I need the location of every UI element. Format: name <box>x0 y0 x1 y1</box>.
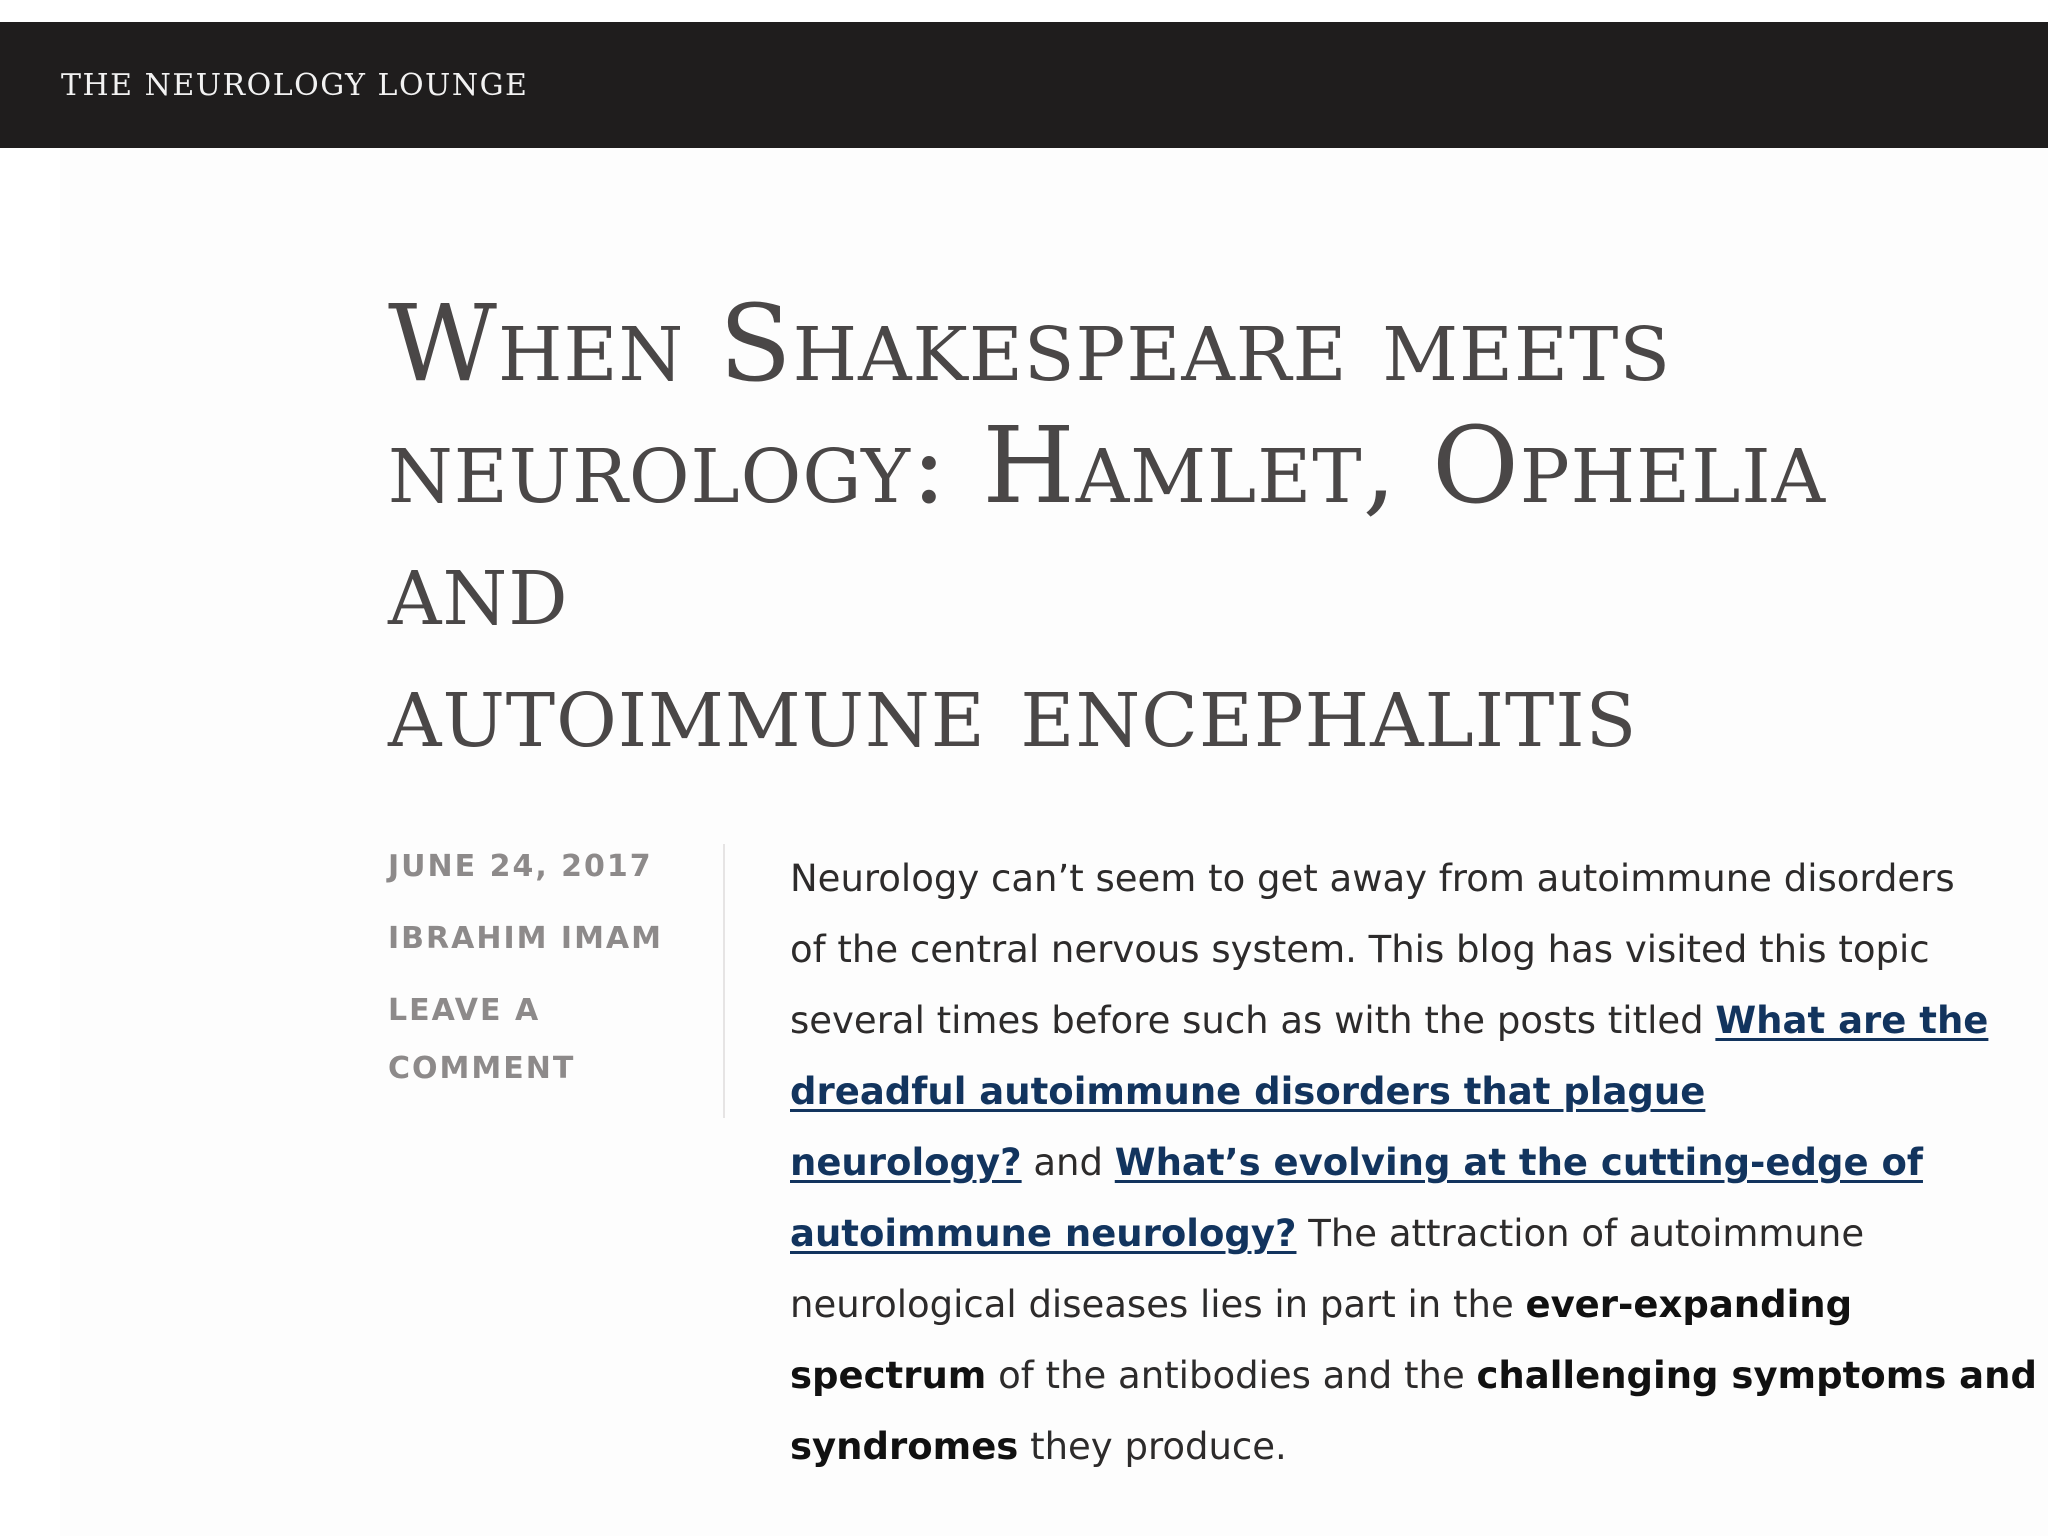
post-body <box>790 843 2037 1482</box>
body-text: of the central nervous system. This blog has visited this topic <box>790 928 1930 971</box>
post-link-autoimmune-disorders[interactable]: neurology? <box>790 1141 1022 1184</box>
post-author-link[interactable]: IBRAHIM IMAM <box>388 921 664 956</box>
top-strip <box>0 0 2048 22</box>
post-title-line: neurology: Hamlet, Ophelia <box>388 404 1827 527</box>
post-link-cutting-edge[interactable]: autoimmune neurology? <box>790 1212 1297 1255</box>
meta-divider <box>723 844 725 1118</box>
body-line <box>790 985 2030 1056</box>
post-link-autoimmune-disorders[interactable]: What are the <box>1715 999 1989 1042</box>
emphasis-text: challenging symptoms and <box>1476 1354 2037 1397</box>
body-line <box>790 843 2030 914</box>
post-title-line: and <box>388 526 569 649</box>
post-link-autoimmune-disorders[interactable]: dreadful autoimmune disorders that plague <box>790 1070 1706 1113</box>
post-title-line: autoimmune encephalitis <box>388 648 1638 771</box>
body-line <box>790 1411 2030 1482</box>
body-line <box>790 1127 2030 1198</box>
body-text: several times before such as with the posts titled <box>790 999 1716 1042</box>
body-text: they produce. <box>1018 1425 1287 1468</box>
emphasis-text: ever-expanding <box>1525 1283 1853 1326</box>
post-date-link[interactable]: JUNE 24, 2017 <box>388 849 653 884</box>
post-meta <box>388 848 688 1132</box>
site-title-link[interactable]: THE NEUROLOGY LOUNGE <box>61 68 529 103</box>
leave-comment-link[interactable]: LEAVE A COMMENT <box>388 993 576 1086</box>
emphasis-text: syndromes <box>790 1425 1019 1468</box>
body-text: Neurology can’t seem to get away from autoimmune disorders <box>790 857 1955 900</box>
body-text: The attraction of autoimmune <box>1296 1212 1865 1255</box>
post-title <box>388 283 1988 771</box>
body-line <box>790 1269 2030 1340</box>
site-header <box>0 22 2048 148</box>
body-line <box>790 1198 2030 1269</box>
body-text: neurological diseases lies in part in the <box>790 1283 1526 1326</box>
body-text: and <box>1021 1141 1115 1184</box>
emphasis-text: spectrum <box>790 1354 987 1397</box>
body-text: of the antibodies and the <box>986 1354 1477 1397</box>
body-line <box>790 914 2030 985</box>
body-line <box>790 1340 2037 1411</box>
post-title-line: When Shakespeare meets <box>388 282 1672 405</box>
body-line <box>790 1056 2030 1127</box>
post-link-cutting-edge[interactable]: What’s evolving at the cutting-edge of <box>1114 1141 1923 1184</box>
